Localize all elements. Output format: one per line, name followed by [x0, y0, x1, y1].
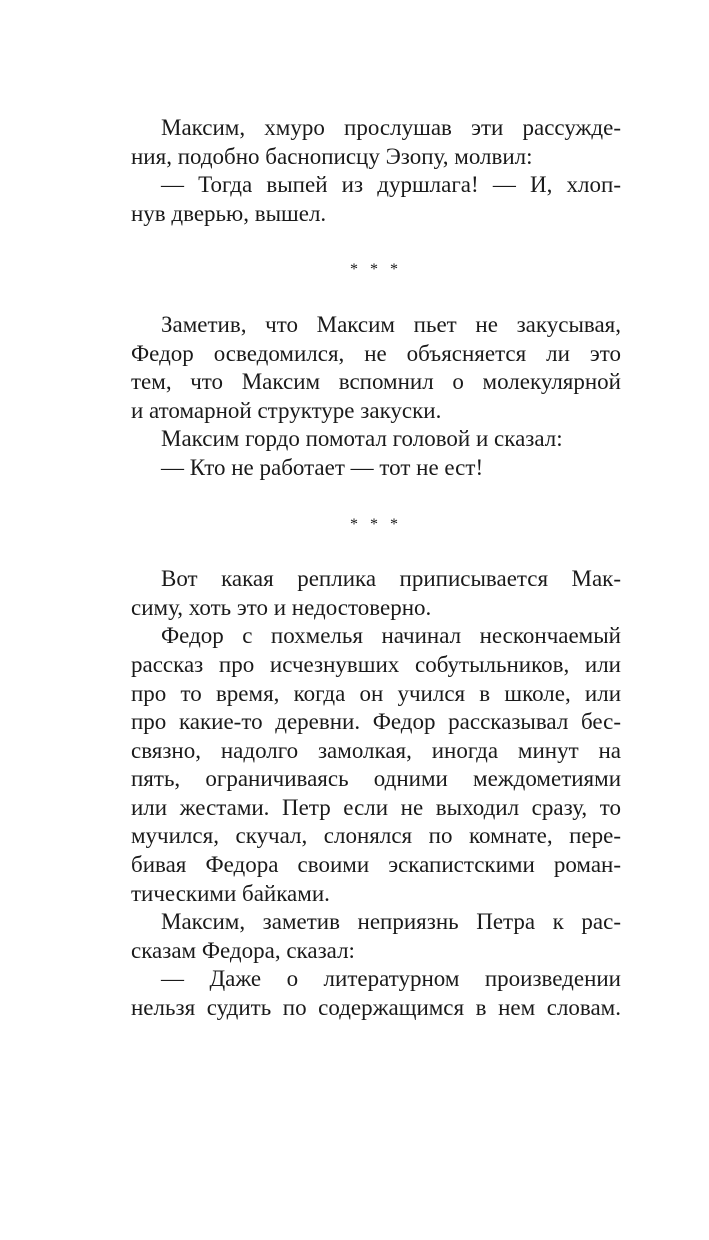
- text-line: Максим, заметив неприязнь Петра к рас-: [161, 909, 621, 935]
- text-line: связно, надолго замолкая, иногда минут на: [131, 737, 621, 763]
- text-line: Заметив, что Максим пьет не закусывая,: [161, 311, 621, 337]
- text-line: ния, подобно баснописцу Эзопу, молвил:: [131, 143, 533, 169]
- text-line: бивая Федора своими эскапистскими роман-: [131, 852, 621, 878]
- text-line: сказам Федора, сказал:: [131, 937, 355, 963]
- text-line: и атомарной структуре закуски.: [131, 397, 442, 423]
- text-line: про то время, когда он учился в школе, или: [131, 680, 621, 706]
- section-separator: * * *: [350, 515, 402, 533]
- section-separator: * * *: [350, 261, 402, 279]
- text-line: пять, ограничиваясь одними междометиями: [131, 766, 621, 792]
- text-line: — Тогда выпей из дуршлага! — И, хлоп-: [161, 172, 621, 198]
- text-line: нув дверью, вышел.: [131, 200, 327, 226]
- text-line: тем, что Максим вспомнил о молекулярной: [131, 369, 621, 395]
- text-line: Вот какая реплика приписывается Мак-: [161, 566, 621, 592]
- text-line: тическими байками.: [131, 880, 330, 906]
- text-line: — Кто не работает — тот не ест!: [161, 454, 484, 480]
- text-line: рассказ про исчезнувших собутыльников, или: [131, 651, 621, 677]
- text-line: про какие-то деревни. Федор рассказывал бес-: [131, 709, 621, 735]
- text-line: Максим, хмуро прослушав эти рассужде-: [161, 115, 621, 140]
- text-line: Максим гордо помотал головой и сказал:: [161, 426, 563, 452]
- text-line: — Даже о литературном произведении: [161, 966, 621, 992]
- text-line: мучился, скучал, слонялся по комнате, пере-: [131, 823, 621, 849]
- text-line: нельзя судить по содержащимся в нем словам.: [131, 995, 621, 1021]
- text-line: Федор с похмелья начинал нескончаемый: [161, 623, 621, 649]
- text-line: или жестами. Петр если не выходил сразу, то: [131, 794, 621, 820]
- text-line: Федор осведомился, не объясняется ли это: [131, 340, 621, 366]
- text-line: симу, хоть это и недостоверно.: [131, 594, 432, 620]
- book-page: [131, 114, 621, 1023]
